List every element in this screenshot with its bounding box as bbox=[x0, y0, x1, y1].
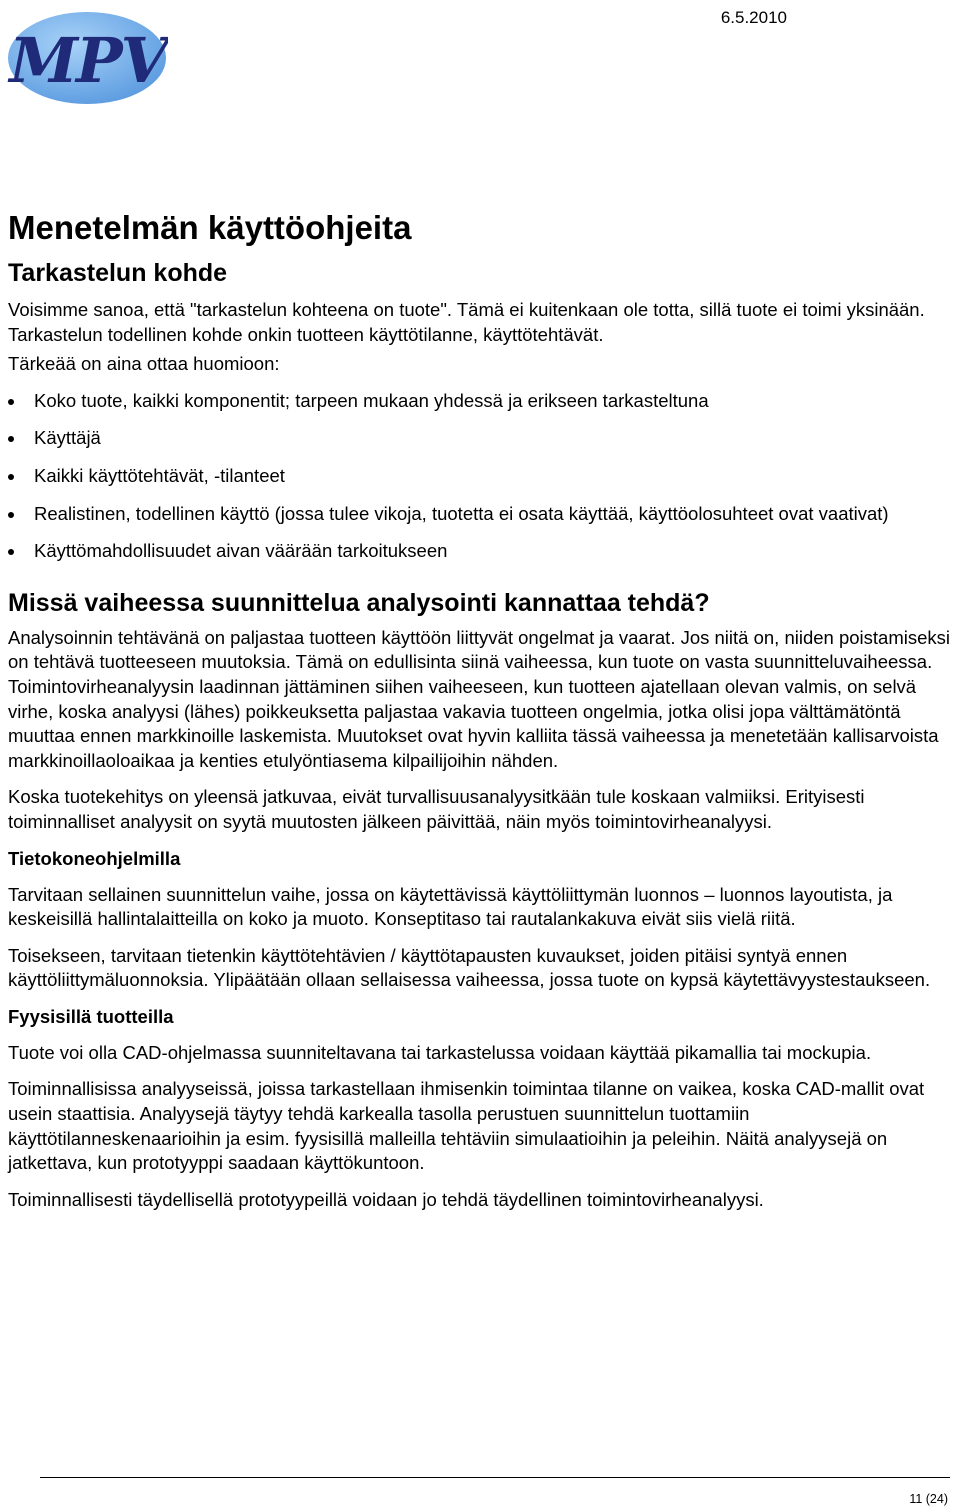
list-item-text: Käyttömahdollisuudet aivan väärään tarkoitukseen bbox=[34, 540, 448, 562]
list-item-text: Käyttäjä bbox=[34, 427, 101, 449]
paragraph: Analysoinnin tehtävänä on paljastaa tuotteen käyttöön liittyvät ongelmat ja vaarat. Jos niitä on, niiden poistamiseksi on tehtävä tuotteeseen muutoksia. Tämä on edullisinta siinä vaiheessa, kun tuote on vasta suunnitteluvaiheessa. Toimintovirheanalyysin laadinnan jättäminen siihen vaiheeseen, kun tuotteen ajatellaan olevan valmis, on selvä virhe, koska analyysi (lähes) poikkeuksetta paljastaa vakavia tuotteen ongelmia, jotka olisi jopa välttämätöntä muuttaa ennen markkinoille laskemista. Muutokset ovat hyvin kalliita tässä vaiheessa ja menetetään kallisarvoista markkinoillaoloaikaa ja kenties etulyöntiasema kilpailijoihin nähden. bbox=[8, 626, 951, 771]
list-item bbox=[8, 502, 954, 527]
section-heading-tarkastelun-kohde: Tarkastelun kohde bbox=[8, 259, 228, 287]
document-body bbox=[8, 206, 954, 1224]
paragraph: Toiminnallisissa analyyseissä, joissa tarkastellaan ihmisenkin toimintaa tilanne on vaikea, koska CAD-mallit ovat usein staattisia. Analyysejä täytyy tehdä karkealla tasolla perustuen suunnittelun tuottamiin käyttötilanneskenaarioihin ja esim. fyysisillä malleilla tehtäviin simulaatioihin ja peleihin. Näitä analyysejä on jatkettava, kun prototyyppi saadaan käyttökuntoon. bbox=[8, 1078, 925, 1174]
paragraph: Tärkeää on aina ottaa huomioon: bbox=[8, 353, 280, 375]
page-number: 11 (24) bbox=[909, 1492, 948, 1506]
list-item-text: Realistinen, todellinen käyttö (jossa tulee vikoja, tuotetta ei osata käyttää, käyttöolosuhteet ovat vaativat) bbox=[34, 502, 889, 524]
list-item bbox=[8, 389, 954, 414]
paragraph: Koska tuotekehitys on yleensä jatkuvaa, eivät turvallisuusanalyysitkään tule koskaan valmiiksi. Erityisesti toiminnalliset analyysit on syytä muutosten jälkeen päivittää, näin myös toimintovirheanalyysi. bbox=[8, 786, 865, 832]
paragraph: Voisimme sanoa, että "tarkastelun kohteena on tuote". Tämä ei kuitenkaan ole totta, sillä tuote ei toimi yksinään. Tarkastelun todellinen kohde onkin tuotteen käyttötilanne, käyttötehtävät. bbox=[8, 299, 925, 345]
bullet-icon bbox=[8, 399, 14, 405]
bullet-icon bbox=[8, 436, 14, 442]
list-item-text: Kaikki käyttötehtävät, -tilanteet bbox=[34, 464, 285, 486]
page-title: Menetelmän käyttöohjeita bbox=[8, 209, 412, 246]
subheading-tietokoneohjelmilla: Tietokoneohjelmilla bbox=[8, 847, 181, 869]
bullet-icon bbox=[8, 474, 14, 480]
logo-text: MPV bbox=[9, 24, 167, 97]
list-item bbox=[8, 464, 954, 489]
paragraph: Tarvitaan sellainen suunnittelun vaihe, jossa on käytettävissä käyttöliittymän luonnos – luonnos layoutista, ja keskeisillä hallintalaitteilla on koko ja muoto. Konseptitaso tai rautalankakuva eivät siis vielä riitä. bbox=[8, 883, 893, 930]
list-item-text: Koko tuote, kaikki komponentit; tarpeen mukaan yhdessä ja erikseen tarkasteltuna bbox=[34, 389, 709, 411]
section-heading-vaihe: Missä vaiheessa suunnittelua analysointi kannattaa tehdä? bbox=[8, 588, 710, 617]
paragraph: Tuote voi olla CAD-ohjelmassa suunniteltavana tai tarkastelussa voidaan käyttää pikamallia tai mockupia. bbox=[8, 1041, 872, 1063]
list-item bbox=[8, 426, 954, 451]
bullet-list bbox=[8, 389, 954, 564]
paragraph: Toiminnallisesti täydellisellä prototyypeillä voidaan jo tehdä täydellinen toimintovirheanalyysi. bbox=[8, 1188, 764, 1210]
bullet-icon bbox=[8, 549, 14, 555]
subheading-fyysisilla-tuotteilla: Fyysisillä tuotteilla bbox=[8, 1005, 174, 1027]
mpv-logo bbox=[6, 6, 168, 106]
bullet-icon bbox=[8, 512, 14, 518]
paragraph: Toisekseen, tarvitaan tietenkin käyttötehtävien / käyttötapausten kuvaukset, joiden pitäisi syntyä ennen käyttöliittymäluonnoksia. Ylipäätään ollaan sellaisessa vaiheessa, jossa tuote on kypsä käytettävyystestaukseen. bbox=[8, 944, 931, 991]
list-item bbox=[8, 539, 954, 564]
document-date: 6.5.2010 bbox=[720, 8, 787, 27]
footer-divider bbox=[40, 1477, 950, 1478]
